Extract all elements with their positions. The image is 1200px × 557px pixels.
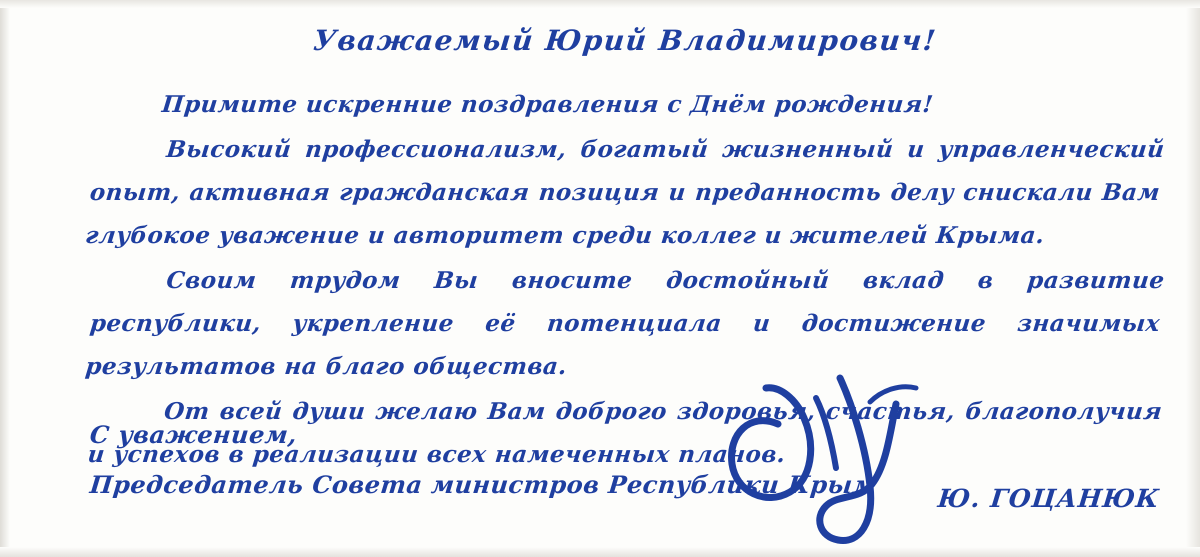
valediction: С уважением, — [88, 420, 299, 449]
letter-body — [84, 12, 1166, 478]
signer-position: Председатель Совета министров Республики Крым — [88, 470, 878, 499]
paper-edge-left — [0, 0, 10, 557]
salutation: Уважаемый Юрий Владимирович! — [311, 24, 939, 57]
paragraph-4-text: От всей души желаю Вам доброго здоровья, счастья, благополучия и успехов в реализации всех намеченных планов. — [86, 397, 1164, 468]
paragraph-2-text: Высокий профессионализм, богатый жизненный и управленческий опыт, активная гражданская позиция и преданность делу снискали Вам глубокое уважение и авторитет среди коллег и жителей Крыма. — [84, 135, 1166, 249]
paper-edge-top — [0, 0, 1200, 8]
paper-edge-bottom — [0, 547, 1200, 557]
paragraph-2 — [83, 128, 1167, 257]
paper-edge-right — [1186, 0, 1200, 557]
paragraph-3-text: Своим трудом Вы вносите достойный вклад в развитие республики, укрепление её потенциала и достижение значимых результатов на благо общества. — [84, 266, 1166, 380]
signer-name: Ю. ГОЦАНЮК — [936, 484, 1162, 513]
paragraph-1 — [88, 83, 1163, 126]
paragraph-1-text: Примите искренние поздравления с Днём рождения! — [160, 90, 935, 118]
paragraph-3 — [83, 259, 1167, 388]
